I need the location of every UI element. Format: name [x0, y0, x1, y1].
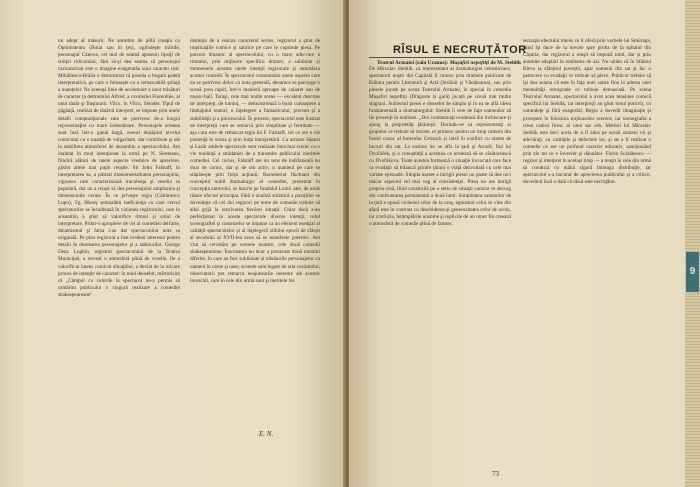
- page-edge-stack: [685, 0, 700, 487]
- article-signature: E. N.: [259, 430, 274, 438]
- subhead-play-title: Mușafiri nepoftiți: [449, 60, 489, 66]
- subhead-prefix: Teatrul Armatei (sala Uranus):: [377, 60, 450, 66]
- subhead-rule: [369, 57, 509, 58]
- left-column-2-text: distinţia de a realiza caracterul serios, regizorul a ştiut de implicaţiile comice şi satirice pe care le cuprinde piesa. Pe parcurs dinamic al spectacolului, cu o mare adecvare a ritmului, prin mijloace specifice dramei, a subliniat şi momentele acestea unele intenţii regizorale şi atmosfera acestei comedii. În spectacolul consemnăm unele aspecte care nu se potrivesc deloc cu nota generală, deoarece se parcurge o scenă prea rapid, într-o manieră aproape de cabaret sau de music-hall. Totuşi, cele mai multe scene — excelent descrise de interpreţi, de lumini, — demonstrează o bună cunoaştere a limbajului teatral, o înţelegere a fantasticului, precum şi a subtilităţii şi a pitorescului. În prezent, spectacolul este ilustrat de interpreţii care se remarcă prin simplitate şi fermitate — aşa cum este de remarcat regia lui F. Falstaff, cel ce are o vie prezenţă în scena şi prin forţa interpretării. Ca urmare Săpezi şi Lazăr ambele spectacole sunt realizate întocmai scenic cu o vie tendinţă a strădaniei de a transmite publicului meritele comediei. Cel curios, Falstaff are un sens de îndrăzneală nu doar de comic, dar şi de om activ; o manieră pe care se stăpâneşte prin forţa acţiunii. Barometrul fluctuant din conceptul nobil dramaturgic al comediei, prezentat în concepţia autorului, se înscrie pe fundalul Lumii sale, de unde răsare efectul principal. Fără o analiză stilistică a poziţiilor se dovedeşte că cei doi regizori pe teme de comedie trebuie să aibă grijă la rezolvarea fiecărei situaţii. Chiar dacă s-au perfecţionat în aceste spectacole diverse intenţii, rolul scenografiei şi costumelor se impune ca un element esenţial al calităţii spectacolelor şi al înţelegerii stilului epocii de sfârşit al secolului al XVII-lea avea să se manifeste puternic. Am vrut să cercetăm pe scenele noastre, cele două comedii shakespeariene. Înscenarea nu doar a prezentat două montări diferite, în care au fost subliniate şi trăsăturile personajelor ca oameni în carne şi oase; scenele sunt legate de arta cuvântului; observatorii pot remarca neajunsurile inerente ale acestor încercări, care în cele din urmă sunt şi meritele lor.: [190, 38, 320, 284]
- left-page: [0, 0, 345, 487]
- right-page: [349, 0, 685, 487]
- edge-tab-marker: 9: [686, 252, 699, 292]
- article-title: RÎSUL E NECRUȚĂTOR: [393, 44, 527, 56]
- subhead-suffix: de M. Stehlik: [488, 60, 522, 66]
- left-column-2: [190, 38, 320, 423]
- left-column-1: [58, 38, 180, 423]
- left-column-1-text: un adept al măsurii. Ne amintim de piîlă creaţia cu Optimistentu (Boiai sau în ţes), oglindeşte trăirile, personajul Cânova, cel mai de seamă apusenii lipsiţi de simţul ridicolului, fără să-şi dea seama că personajul caricaturizat este o imagine exageratăa unui caracter real. Mihăilescu-Brăila a demonstrat că poseda o bogată paletă interpretativă, pe care o folosește cu o remarcabilă ştiinţă a nuanţelor. Ne aceeaşi linie de accentuare a unor trăsături de caracter (a detinutului Alfred, a cavaleriei Florentine, al unui tânăr şi fluşturatic Vilcu, în Vilcu, Slender. Tipul de găgăuţă, realizat de tânărul interpret, se impune prin unele detalii compoziţionale care se potrivesc de-a lungul reprezentaţiei cu mare îndemânare. Personajele acestea sunt însă într-o gamă largă, uneori depăşind nivelul comicului cu o nuanţă de vulgaritate, dar contribuie şi ele la stabilirea atmosferei de ansamblu a spectacolului. Am înaintat în mod intenţionat la urmă pe N. Sireteanu, fiindcă alături de unele aspecte vrednice de apreciere, găsim altele mai puţin reuşite. Sir John Falstaff, în interpretarea sa, a păstrat monumentalitatea personajului, vigoarea care caracterizează truculenţa şi veselia sa populară, dar nu a reuşit să dea personajului amploarea şi dimensiunile cerute. În ce priveşte regia (Căminescu Lupu), Tg. Mureş semnalăm ineficienţa cu care cercul spectatorilor se încadrează în viziunea regizorului, care în ansamblu a ştiut să valorifice ritmul şi stilul de interpretare. Printr-o apropiere de cel al comediei dell'arte, dinamismul şi farsa i-au dat spectacolului nota sa originală. Pe plan regizoral a fost evident interesul pentru detalii în desenarea personajelor şi a tablourilor. George Dem. Loghin, registrul spectacolului de la Teatrul Municipal, a recreat o atmosferă plină de veselie, fie a valorificat intens comicul situaţiilor, a deviat de la oricare proces de intenţie de caracter: în mod deosebit, mărturisim că „Câmpul cu valorile la spectacol ne-a permis să urmărim publicului o singură realizare a comediei shakespeareane".: [58, 38, 180, 298]
- right-column-1-text: De Miroslav Stehlík, ca reprezentant al dramaturgiei cehoslovace, spectatorii noştri din Capitală îl cunosc prin dramele publicate de Editura pentru Literatură şi Artă (Străinii şi Vânătoarea), sau prin piesele jucate pe scena Teatrului Armatei, în special în comedia Mușafiri nepoftiți (Dragoste la gară) jucată pe scenă mai multe stagiuni. Subiectul piesei e deosebit de simplu şi în ea se află ideea fundamentală a dramaturgului: Stehlik îi cere de fapt oamenilor să fie prezenţi în realitate. „Doi condamnaţi evadează din închisoare şi ajung la proprietăţi ţărăneşti. Dorindu-se ca reprezentanţi ai grupului ce trebuie să reziste, ei primesc pentru un timp camera din fostul conac al boierului Cernoch şi intră în conflict cu starea de lucruri din sat. La sosirea lor se afla la ţară şi Arnošt, fiul lui Dvořáček, şi o cunoştinţă a acestuia ce urmează să se căsătorească cu Dvořákova. Toate acestea formează o situaţie încurcată care face ca evadaţii să trăiască printre ţărani o viaţă dezvoltată cu cele mai variate episoade. Simpla narare a intrigii piesei nu poate să dea nici măcar aspectul cel mai vag al consistenţei. Piesa nu are intrigă propriu-zisă, fiind construită pe o serie de situaţii comice ce decurg din confruntarea permanentă a două lumi. Simplitatea oamenilor de la ţară e opusă vicleniei celor de la oraş, egoismul celui ce vine din afară este în contrast cu deschiderea şi generozitatea celor de acolo, iar confuzia, întâmplările nostime şi replicile de un umor fin creează o atmosferă de comedie plină de farmec.: [369, 66, 511, 228]
- right-column-2: [523, 38, 651, 453]
- right-column-1: [369, 66, 511, 451]
- right-column-2-text: senzaţia efectului imens ce îl oferă prin vorbele lui Smirnaja, când îşi duce de la nevoie spre proba de la spitalul din Cășaria, dar regizorul a reuşit să impună totul, dar și prin anumite adaptări la realitatea de azi. Nu uităm că în Sfântul Bieva ia sfârşitul poveştii, apar oamenii din sat şi fac o petrecere cu evadaţii ce trebuie să plece. Publicul trebuie să îşi dea seama că este în faţa unei satire fine la adresa unei mentalităţi retrograde ce trebuie demascată. Pe scena Teatrului Armatei, spectacolul a avut acea tensiune comică specifică lui Stehlik, iar interpreţii au găsit tonul potrivit, cu naturaleţe şi fără exagerări. Regia a dovedit imaginaţie şi pricepere în folosirea mijloacelor scenice, iar scenografia a creat cadrul firesc al unui sat ceh. Meritul lui Miroslav Stehlik este deci acela de a fi adus pe scenă oameni vii şi adevăraţi, cu calităţile şi defectele lor, şi de a fi realizat o comedie ce are un profund caracter educativ, sancţionând prin râs tot ce e învechit şi dăunător. Florin Scărlătescu — regizor şi interpret în acelaşi timp — a reuşit în cele din urmă să conducă cu mână sigură întreaga distribuţie, iar spectacolul s-a bucurat de aprecierea publicului şi a criticii, dovedind încă o dată că râsul este necruţător.: [523, 38, 651, 185]
- page-number: 73: [492, 470, 499, 478]
